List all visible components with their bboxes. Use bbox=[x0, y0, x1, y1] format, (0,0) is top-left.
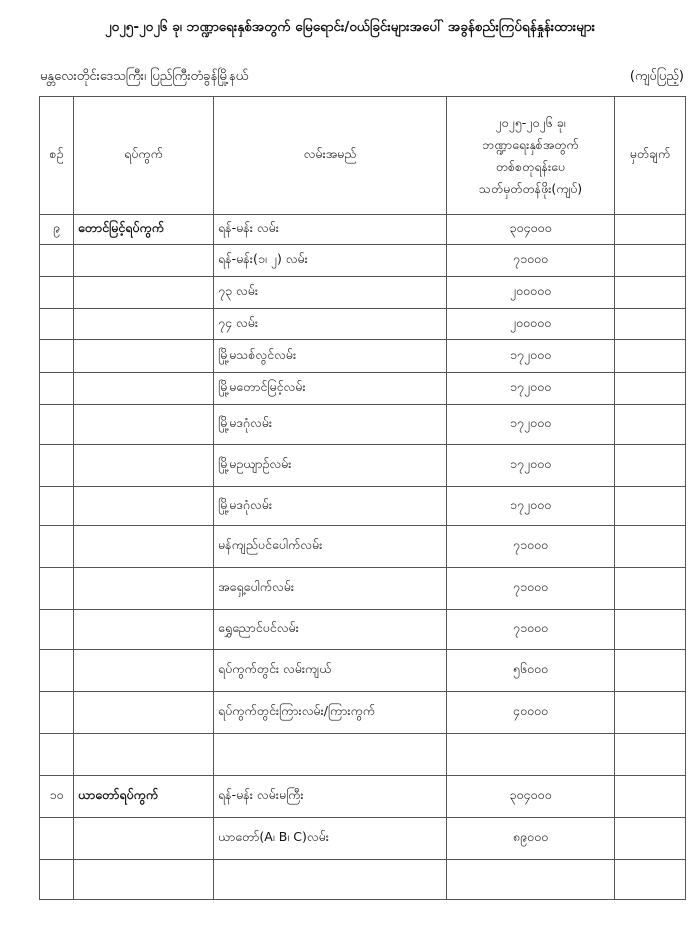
table-row bbox=[40, 215, 686, 245]
table-row bbox=[40, 526, 686, 568]
cell-no bbox=[40, 650, 74, 692]
cell-remark bbox=[615, 405, 686, 445]
cell-value: ၁၇၂၀၀၀ bbox=[447, 340, 615, 373]
cell-value: ၃၀၄၀၀၀ bbox=[447, 215, 615, 245]
cell-remark bbox=[615, 215, 686, 245]
cell-ward bbox=[74, 277, 214, 309]
table-row bbox=[40, 487, 686, 526]
cell-no bbox=[40, 487, 74, 526]
cell-remark bbox=[615, 692, 686, 734]
cell-road: ရပ်ကွက်တွင်း လမ်းကျယ် bbox=[214, 650, 447, 692]
cell-no bbox=[40, 860, 74, 900]
rate-table bbox=[39, 96, 686, 900]
header-value-line: ဘဏ္ဍာရေးနှစ်အတွက် bbox=[482, 136, 579, 152]
cell-remark bbox=[615, 373, 686, 405]
cell-no: ၁၀ bbox=[40, 776, 74, 818]
table-row bbox=[40, 818, 686, 860]
header-value-line: ၂၀၂၅-၂၀၂၆ ခု၊ bbox=[495, 114, 566, 130]
table-row bbox=[40, 568, 686, 610]
cell-no: ၉ bbox=[40, 215, 74, 245]
cell-ward bbox=[74, 650, 214, 692]
cell-road: မြို့မဒဂုံလမ်း bbox=[214, 405, 447, 445]
cell-ward bbox=[74, 445, 214, 487]
cell-no bbox=[40, 610, 74, 650]
cell-road bbox=[214, 860, 447, 900]
table-row bbox=[40, 277, 686, 309]
cell-no bbox=[40, 277, 74, 309]
cell-remark bbox=[615, 860, 686, 900]
cell-remark bbox=[615, 734, 686, 776]
cell-road: ယာတော်(A၊ B၊ C)လမ်း bbox=[214, 818, 447, 860]
cell-remark bbox=[615, 487, 686, 526]
cell-road: ရန်-မန်း(၁၊ ၂) လမ်း bbox=[214, 245, 447, 277]
cell-value: ၁၇၂၀၀၀ bbox=[447, 487, 615, 526]
cell-road: ရန်-မန်း လမ်းမကြီး bbox=[214, 776, 447, 818]
header-value-line: တစ်စတုရန်းပေ bbox=[495, 158, 566, 174]
cell-road: မြို့မဥယျာဉ်လမ်း bbox=[214, 445, 447, 487]
cell-ward bbox=[74, 568, 214, 610]
cell-remark bbox=[615, 610, 686, 650]
cell-value: ၁၇၂၀၀၀ bbox=[447, 445, 615, 487]
cell-no bbox=[40, 309, 74, 340]
cell-road: မြို့မတောင်မြင့်လမ်း bbox=[214, 373, 447, 405]
cell-road: ရပ်ကွက်တွင်းကြားလမ်း/ကြားကွက် bbox=[214, 692, 447, 734]
table-row bbox=[40, 405, 686, 445]
cell-ward bbox=[74, 245, 214, 277]
table-row bbox=[40, 445, 686, 487]
cell-remark bbox=[615, 445, 686, 487]
header-row bbox=[40, 97, 686, 215]
cell-remark bbox=[615, 650, 686, 692]
cell-no bbox=[40, 405, 74, 445]
cell-no bbox=[40, 340, 74, 373]
cell-remark bbox=[615, 526, 686, 568]
header-remark: မှတ်ချက် bbox=[615, 97, 686, 215]
cell-value: ၇၁၀၀၀ bbox=[447, 610, 615, 650]
table-row bbox=[40, 650, 686, 692]
cell-ward bbox=[74, 405, 214, 445]
cell-value: ၂၀၀၀၀၀ bbox=[447, 277, 615, 309]
header-ward: ရပ်ကွက် bbox=[74, 97, 214, 215]
cell-no bbox=[40, 568, 74, 610]
cell-ward bbox=[74, 340, 214, 373]
cell-value: ၇၁၀၀၀ bbox=[447, 526, 615, 568]
cell-road: အရှေ့ပေါက်လမ်း bbox=[214, 568, 447, 610]
header-no: စဉ် bbox=[40, 97, 74, 215]
header-value bbox=[447, 97, 615, 215]
cell-no bbox=[40, 734, 74, 776]
cell-ward bbox=[74, 734, 214, 776]
cell-ward bbox=[74, 818, 214, 860]
cell-road: ၇၃ လမ်း bbox=[214, 277, 447, 309]
cell-value: ၁၇၂၀၀၀ bbox=[447, 373, 615, 405]
cell-road: မြို့မသစ်လွင်လမ်း bbox=[214, 340, 447, 373]
cell-no bbox=[40, 526, 74, 568]
cell-remark bbox=[615, 818, 686, 860]
cell-remark bbox=[615, 277, 686, 309]
cell-value: ၇၁၀၀၀ bbox=[447, 245, 615, 277]
cell-road: မြို့မဒဂုံလမ်း bbox=[214, 487, 447, 526]
cell-value: ၁၇၂၀၀၀ bbox=[447, 405, 615, 445]
cell-value: ၇၁၀၀၀ bbox=[447, 568, 615, 610]
unit-label: (ကျပ်ပြည့်) bbox=[629, 69, 684, 84]
cell-remark bbox=[615, 340, 686, 373]
cell-value: ၃၀၄၀၀၀ bbox=[447, 776, 615, 818]
cell-ward bbox=[74, 692, 214, 734]
cell-road: ရွှေညောင်ပင်လမ်း bbox=[214, 610, 447, 650]
cell-remark bbox=[615, 309, 686, 340]
cell-ward bbox=[74, 487, 214, 526]
table-row bbox=[40, 776, 686, 818]
cell-value: ၂၀၀၀၀၀ bbox=[447, 309, 615, 340]
cell-value: ၅၆၀၀၀ bbox=[447, 650, 615, 692]
cell-ward bbox=[74, 373, 214, 405]
document-title: ၂၀၂၅-၂၀၂၆ ခု၊ ဘဏ္ဍာရေးနှစ်အတွက် မြေရောင်း/ဝယ်ခြင်းများအပေါ် အခွန်စည်းကြပ်ရန်နှုန်းထားများ bbox=[104, 19, 596, 35]
table-row bbox=[40, 692, 686, 734]
cell-ward bbox=[74, 526, 214, 568]
header-road: လမ်းအမည် bbox=[214, 97, 447, 215]
cell-remark bbox=[615, 245, 686, 277]
cell-ward: ယာတော်ရပ်ကွက် bbox=[74, 776, 214, 818]
cell-no bbox=[40, 373, 74, 405]
cell-no bbox=[40, 818, 74, 860]
table-row bbox=[40, 734, 686, 776]
cell-value: ၈၉၀၀၀ bbox=[447, 818, 615, 860]
cell-ward bbox=[74, 860, 214, 900]
cell-value bbox=[447, 860, 615, 900]
table-row bbox=[40, 245, 686, 277]
cell-road: မန်ကျည်ပင်ပေါက်လမ်း bbox=[214, 526, 447, 568]
cell-no bbox=[40, 245, 74, 277]
cell-remark bbox=[615, 568, 686, 610]
cell-no bbox=[40, 445, 74, 487]
table-row bbox=[40, 309, 686, 340]
table-row bbox=[40, 373, 686, 405]
cell-ward: တောင်မြင့်ရပ်ကွက် bbox=[74, 215, 214, 245]
cell-road: ၇၄ လမ်း bbox=[214, 309, 447, 340]
cell-no bbox=[40, 692, 74, 734]
cell-value: ၄၀၀၀၀ bbox=[447, 692, 615, 734]
cell-road: ရန်-မန်း လမ်း bbox=[214, 215, 447, 245]
table-row bbox=[40, 610, 686, 650]
cell-road bbox=[214, 734, 447, 776]
table-row bbox=[40, 860, 686, 900]
location-label: မန္တလေးတိုင်းဒေသကြီး၊ ပြည်ကြီးတံခွန်မြို့နယ် bbox=[40, 69, 249, 84]
cell-ward bbox=[74, 610, 214, 650]
header-value-line: သတ်မှတ်တန်ဖိုး(ကျပ်) bbox=[478, 180, 583, 196]
cell-ward bbox=[74, 309, 214, 340]
cell-remark bbox=[615, 776, 686, 818]
cell-value bbox=[447, 734, 615, 776]
table-row bbox=[40, 340, 686, 373]
